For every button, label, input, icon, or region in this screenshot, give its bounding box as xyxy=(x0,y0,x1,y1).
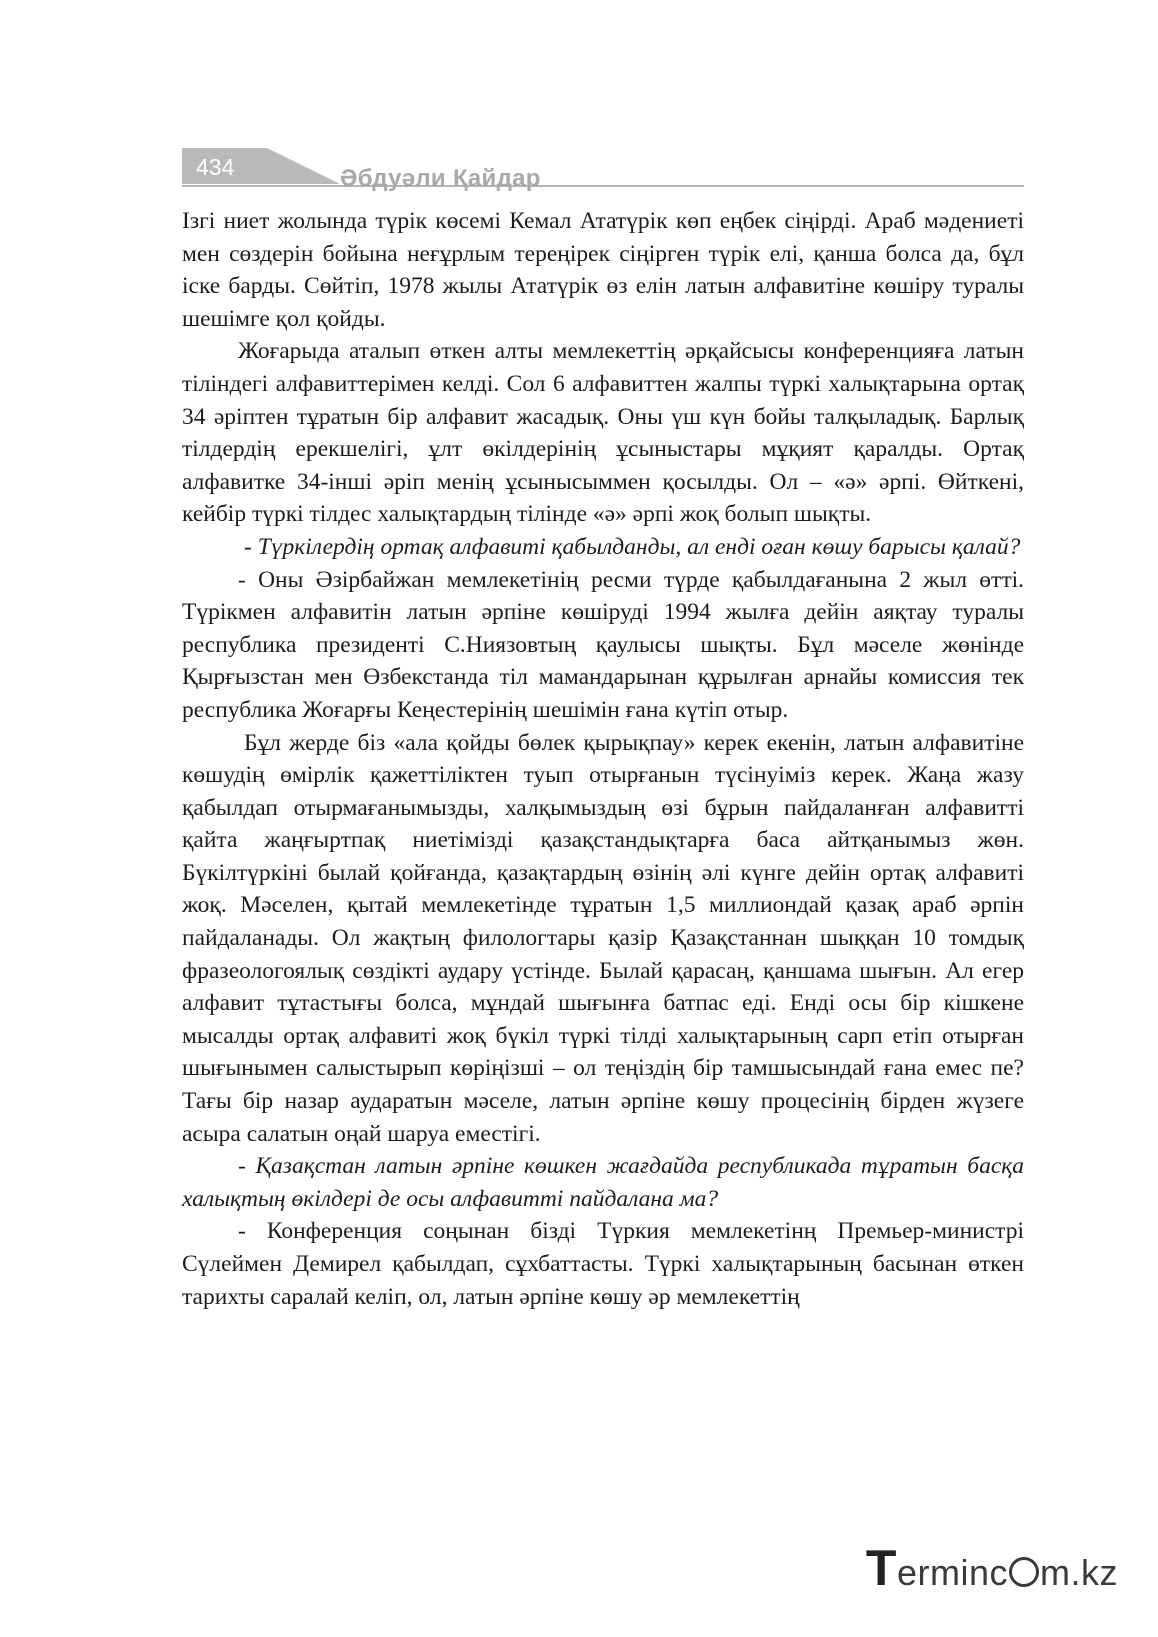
paragraph-2: Жоғарыда аталып өткен алты мемлекеттің әрқайсысы конференцияға латын тіліндегі алфавиттерімен келді. Сол 6 алфавиттен жалпы түркі халықтарына ортақ 34 әріптен тұратын бір алфавит жасадық. Оны үш күн бойы талқыладық. Барлық тілдердің ерекшелігі, ұлт өкілдерінің ұсыныстары мұқият қаралды. Ортақ алфавитке 34-інші әріп менің ұсынысыммен қосылды. Ол – «ә» әрпі. Өйткені, кейбір түркі тілдес халықтардың тілінде «ә» әрпі жоқ болып шықты. xyxy=(182,338,1024,528)
question-1: - Түркілердің ортақ алфавиті қабылданды, ал енді оған көшу барысы қалай? xyxy=(244,533,1021,560)
page-header xyxy=(182,148,1024,196)
question-2: - Қазақстан латын әрпіне көшкен жағдайда республикада тұратын басқа халықтың өкілдері де осы алфавитті пайдалана ма? xyxy=(182,1153,1024,1212)
watermark-text-end: m.kz xyxy=(1040,1552,1118,1593)
paragraph-3: Бұл жерде біз «ала қойды бөлек қырықпау» керек екенін, латын алфавитіне көшудің өмірлік қажеттіліктен туып отырғанын түсінуіміз керек. Жаңа жазу қабылдап отырмағанымызды, халқымыздың өзі бұрын пайдаланған алфавитті қайта жаңғыртпақ ниетімізді қазақстандықтарға баса айтқанымыз жөн. Бүкілтүркіні былай қойғанда, қазақтардың өзінің әлі күнге дейін ортақ алфавиті жоқ. Мәселен, қытай мемлекетінде тұратын 1,5 миллиондай қазақ араб әрпін пайдаланады. Ол жақтың филологтары қазір Қазақстаннан шыққан 10 томдық фразеологоялық сөздікті аудару үстінде. Былай қарасаң, қаншама шығын. Ал егер алфавит тұтастығы болса, мұндай шығынға батпас еді. Енді осы бір кішкене мысалды ортақ алфавиті жоқ бүкіл түркі тілді халықтарының сарп етіп отырған шығынымен салыстырып көріңізші – ол теңіздің бір тамшысындай ғана емес пе? Тағы бір назар аударатын мәселе, латын әрпіне көшу процесінің бірден жүзеге асыра салатын оңай шаруа еместігі. xyxy=(182,729,1024,1147)
paragraph-1: Ізгі ниет жолында түрік көсемі Кемал Ататүрік көп еңбек сіңірді. Араб мәдениеті мен сөздерін бойына неғұрлым тереңірек сіңірген түрік елі, қанша болса да, бұл іске барды. Сөйтіп, 1978 жылы Ататүрік өз елін латын алфавитіне көшіру туралы шешімге қол қойды. xyxy=(182,208,1024,332)
answer-2: - Конференция соңынан бізді Түркия мемлекетінң Премьер-министрі Сүлеймен Демирел қабылдап, сұхбаттасты. Түркі халықтарының басынан өткен тарихты саралай келіп, ол, латын әрпіне көшу әр мемлекеттің xyxy=(182,1218,1024,1310)
page-number: 434 xyxy=(196,154,235,180)
header-tab-shape xyxy=(182,148,1024,196)
watermark-t-letter: T xyxy=(865,1540,897,1596)
main-text xyxy=(182,205,1024,1313)
answer-1: - Оны Әзірбайжан мемлекетінің ресми түрде қабылдағанына 2 жыл өтті. Түрікмен алфавитін латын әрпіне көшіруді 1994 жылға дейін аяқтау туралы республика президенті С.Ниязовтың қаулысы шықты. Бұл мәселе жөнінде Қырғызстан мен Өзбекстанда тіл мамандарынан құрылған арнайы комиссия тек республика Жоғарғы Кеңестерінің шешімін ғана күтіп отыр. xyxy=(182,566,1024,723)
running-title: Әбдуәли Қайдар xyxy=(340,165,541,192)
site-watermark xyxy=(866,1539,1118,1597)
globe-icon xyxy=(1009,1557,1039,1587)
watermark-text-start: erminc xyxy=(896,1552,1008,1593)
